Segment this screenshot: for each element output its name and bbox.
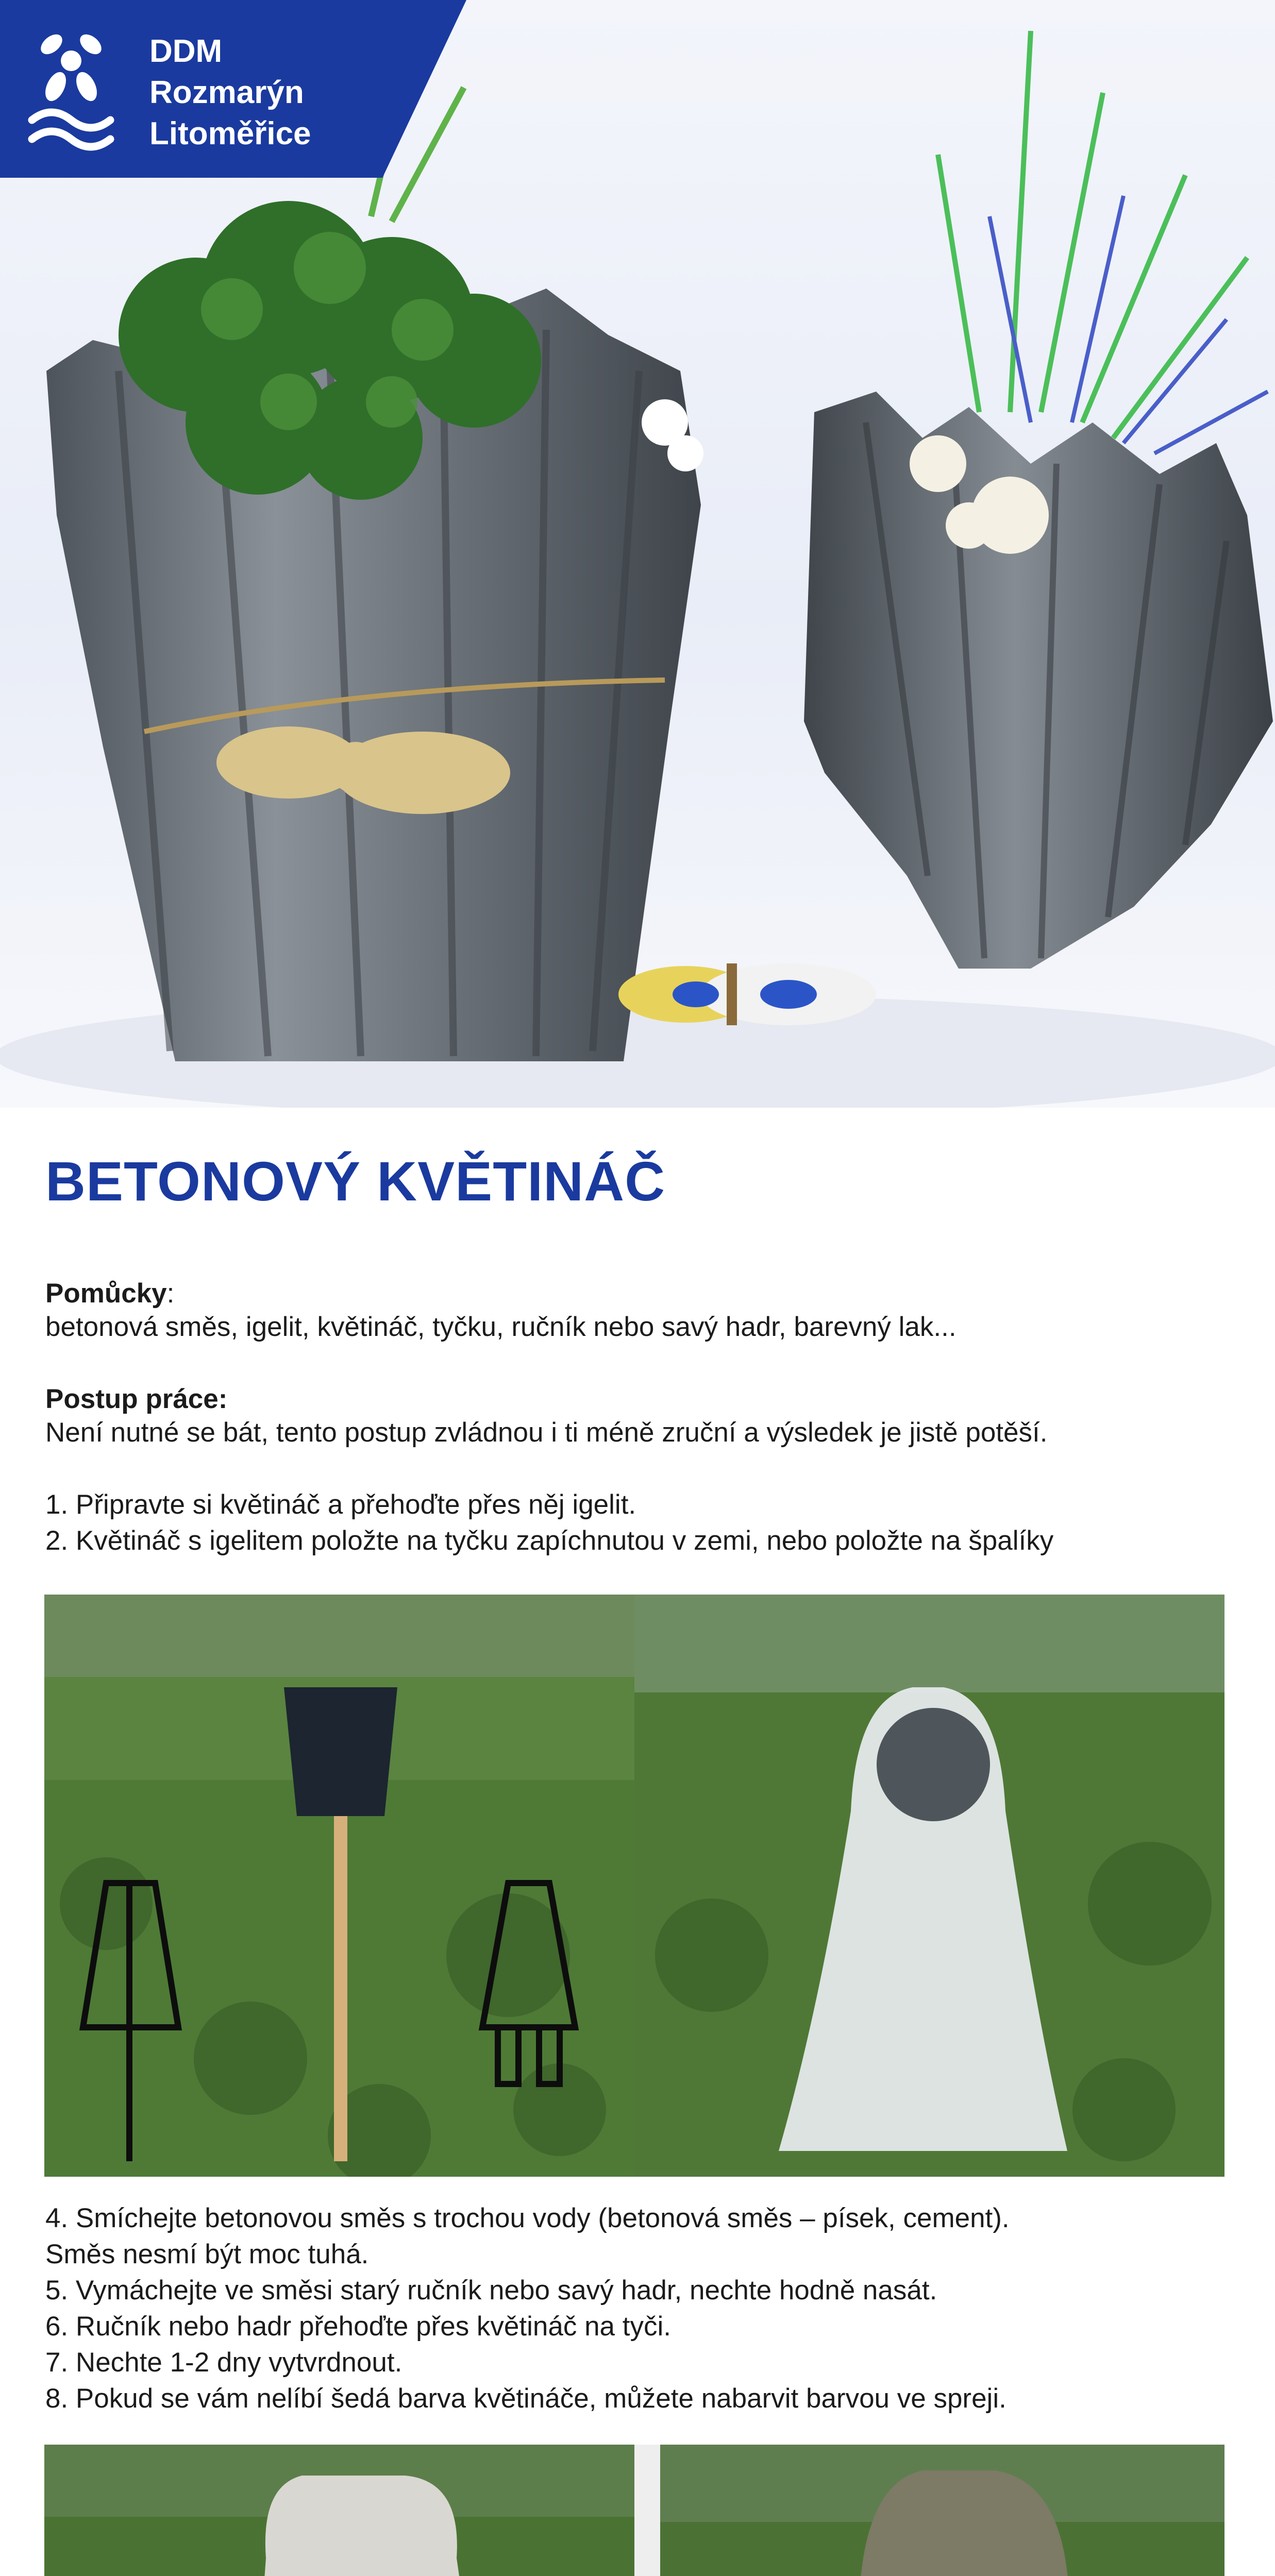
step-6: 6. Ručník nebo hadr přehoďte přes květináč na tyči. [45,2311,671,2342]
step-4-note: Směs nesmí být moc tuhá. [45,2239,369,2269]
pomucky-heading-line [45,1275,174,1312]
pomucky-text: betonová směs, igelit, květináč, tyčku, ručník nebo savý hadr, barevný lak... [45,1312,957,1342]
step-5: 5. Vymáchejte ve směsi starý ručník nebo savý hadr, nechte hodně nasát. [45,2275,937,2306]
ddm-person-wave-logo-icon [26,25,116,151]
step-4: 4. Smíchejte betonovou směs s trochou vody (betonová směs – písek, cement). [45,2203,1010,2233]
postup-intro: Není nutné se bát, tento postup zvládnou i ti méně zruční a výsledek je jistě potěší. [45,1417,1048,1448]
postup-heading: Postup práce: [45,1384,228,1414]
step-1: 1. Připravte si květináč a přehoďte přes něj igelit. [45,1489,636,1520]
step-2: 2. Květináč s igelitem položte na tyčku zapíchnutou v zemi, nebo položte na špalíky [45,1526,1054,1556]
pomucky-colon: : [166,1278,175,1309]
pomucky-heading: Pomůcky [45,1278,167,1309]
photo-pot-covered-plastic [634,1595,1224,2177]
logo-text [149,31,311,155]
logo-line-litomerice: Litoměřice [149,116,311,151]
photo-pot-on-stick [44,1595,634,2177]
photo-concrete-towel-drying [634,2445,1224,2576]
logo-line-ddm: DDM [149,33,223,69]
logo-line-rozmaryn: Rozmarýn [149,75,304,110]
page-title: BETONOVÝ KVĚTINÁČ [45,1150,666,1212]
step-7: 7. Nechte 1-2 dny vytvrdnout. [45,2347,402,2378]
step-8: 8. Pokud se vám nelíbí šedá barva květináče, můžete nabarvit barvou ve spreji. [45,2383,1006,2414]
photo-towel-draped [44,2445,634,2576]
